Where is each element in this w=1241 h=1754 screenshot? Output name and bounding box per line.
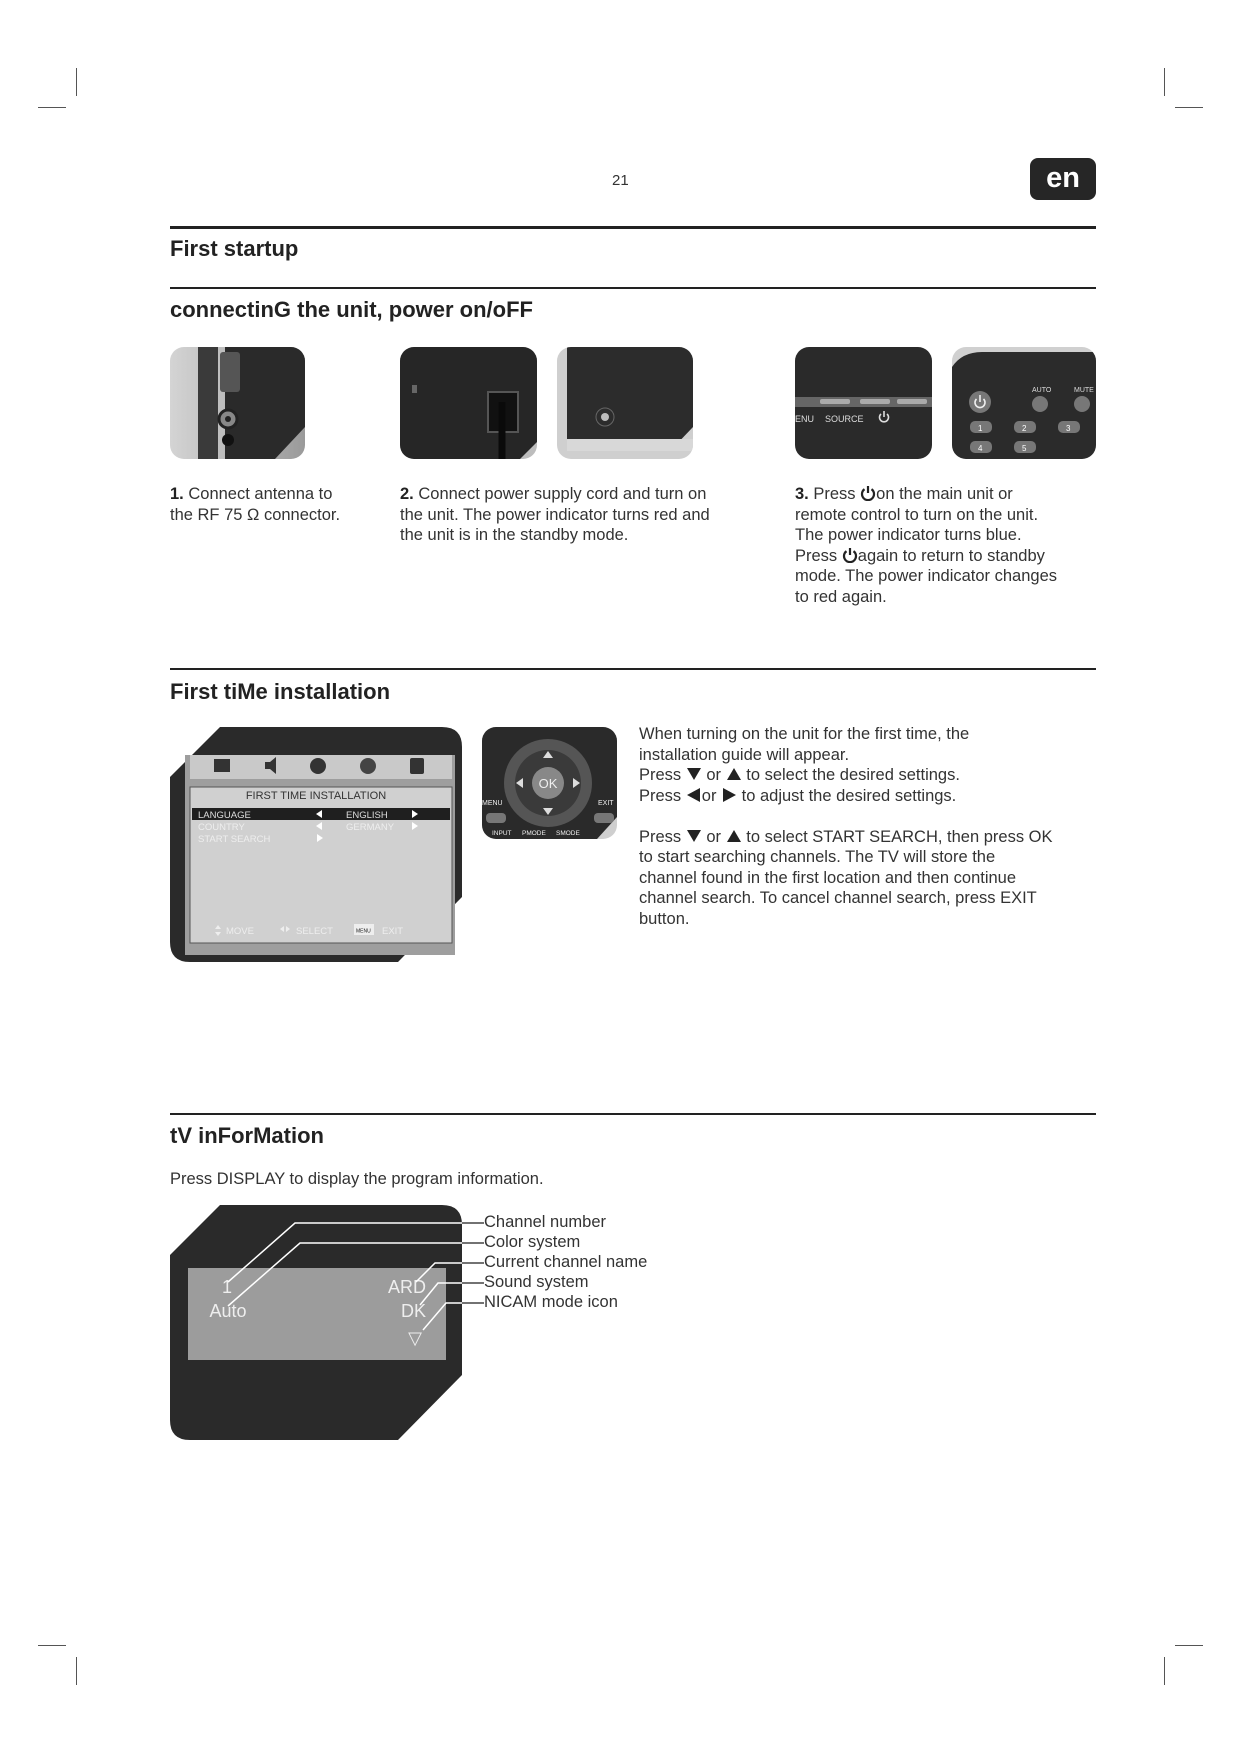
step-2-text: 2. Connect power supply cord and turn on the unit. The power indicator turns red and the unit is in the standby mode. — [400, 485, 710, 544]
crop-mark — [1175, 1645, 1203, 1646]
osd-footer-menu: MENU — [356, 928, 371, 935]
source-label: SOURCE — [825, 414, 864, 424]
step-1-text: 1. Connect antenna to the RF 75 Ω connector. — [170, 485, 341, 524]
triangle-left-icon — [686, 788, 702, 802]
triangle-up-icon — [726, 829, 742, 843]
ok-label: OK — [538, 776, 558, 791]
picture-icon — [214, 759, 230, 772]
crop-mark — [76, 1657, 77, 1685]
tv-info-callout-lines — [462, 1205, 486, 1315]
key-2: 2 — [1022, 424, 1027, 433]
power-icon — [860, 485, 876, 501]
lock-icon — [410, 758, 424, 774]
power-cord-photo — [400, 347, 537, 459]
legend-nicam-mode-icon: NICAM mode icon — [484, 1293, 618, 1311]
section-title-connecting: connectinG the unit, power on/oFF — [170, 297, 533, 322]
step-number: 1. — [170, 485, 184, 503]
crop-mark — [1164, 68, 1165, 96]
section-title-tv-info: tV inForMation — [170, 1123, 324, 1148]
clock-icon — [360, 758, 376, 774]
standby-indicator-photo — [557, 347, 693, 459]
remote-keys-photo — [952, 347, 1096, 459]
legend-color-system: Color system — [484, 1233, 581, 1251]
remote-input-label: INPUT — [492, 830, 512, 837]
sound-system: DK — [400, 1301, 426, 1321]
channel-name: ARD — [387, 1277, 426, 1297]
legend-channel-number: Channel number — [484, 1213, 606, 1231]
osd-row-value: GERMANY — [346, 822, 395, 833]
section-rule — [170, 226, 1096, 229]
step-3-text: 3. Press on the main unit or remote control to turn on the unit. The power indicator turns blue. Press again to return to standby mode. The power indicator changes to red again. — [795, 485, 1058, 606]
crop-mark — [1175, 107, 1203, 108]
main-unit-buttons-photo — [795, 347, 932, 459]
crop-mark — [38, 1645, 66, 1646]
nicam-mode-icon: ▽ — [408, 1328, 422, 1349]
crop-mark — [1164, 1657, 1165, 1685]
key-4: 4 — [978, 444, 983, 453]
key-3: 3 — [1066, 424, 1071, 433]
remote-pmode-label: PMODE — [522, 830, 546, 837]
section-rule — [170, 668, 1096, 670]
tv-info-screen — [170, 1205, 462, 1440]
section-title-first-time: First tiMe installation — [170, 679, 391, 704]
gear-icon — [310, 758, 326, 774]
remote-menu-label: MENU — [482, 800, 503, 807]
color-system: Auto — [209, 1301, 247, 1321]
osd-title: FIRST TIME INSTALLATION — [245, 790, 387, 802]
legend-current-channel-name: Current channel name — [484, 1253, 648, 1271]
triangle-right-icon — [721, 788, 737, 802]
antenna-connector-photo — [170, 347, 305, 459]
step-number: 2. — [400, 485, 414, 503]
osd-footer-select: SELECT — [296, 926, 333, 937]
auto-key-label: AUTO — [1032, 387, 1052, 394]
remote-navigation-photo — [482, 727, 617, 839]
section-title-first-startup: First startup — [170, 236, 299, 261]
mute-key-label: MUTE — [1074, 387, 1094, 394]
triangle-down-icon — [686, 767, 702, 781]
installation-osd-screen — [170, 727, 462, 962]
osd-row-label: LANGUAGE — [198, 810, 251, 821]
section-rule — [170, 1113, 1096, 1115]
legend-sound-system: Sound system — [484, 1273, 589, 1291]
triangle-down-icon — [686, 829, 702, 843]
channel-number: 1 — [221, 1277, 233, 1297]
triangle-up-icon — [726, 767, 742, 781]
section-rule — [170, 287, 1096, 289]
menu-label: ENU — [795, 414, 815, 424]
osd-footer-exit: EXIT — [382, 926, 404, 937]
key-1: 1 — [978, 424, 983, 433]
key-5: 5 — [1022, 444, 1027, 453]
osd-row-value: ENGLISH — [346, 810, 388, 821]
step-number: 3. — [795, 485, 809, 503]
language-badge: en — [1030, 158, 1096, 200]
page-number: 21 — [612, 172, 629, 189]
first-time-instructions: When turning on the unit for the first time, the installation guide will appear. Press or to select the desired settings. Press or to adjust the desired settings. Press or to select START SEARCH, then press OK to start searching channels. The TV will store the channel found in the first location and then continue channel search. To cancel channel search, press EXIT button. — [639, 725, 1053, 928]
power-icon — [842, 547, 858, 563]
remote-smode-label: SMODE — [556, 830, 580, 837]
osd-row-label: START SEARCH — [198, 834, 271, 845]
crop-mark — [76, 68, 77, 96]
crop-mark — [38, 107, 66, 108]
osd-row-label: COUNTRY — [198, 822, 245, 833]
remote-exit-label: EXIT — [598, 800, 614, 807]
osd-footer-move: MOVE — [226, 926, 254, 937]
tv-info-intro: Press DISPLAY to display the program information. — [170, 1170, 544, 1188]
